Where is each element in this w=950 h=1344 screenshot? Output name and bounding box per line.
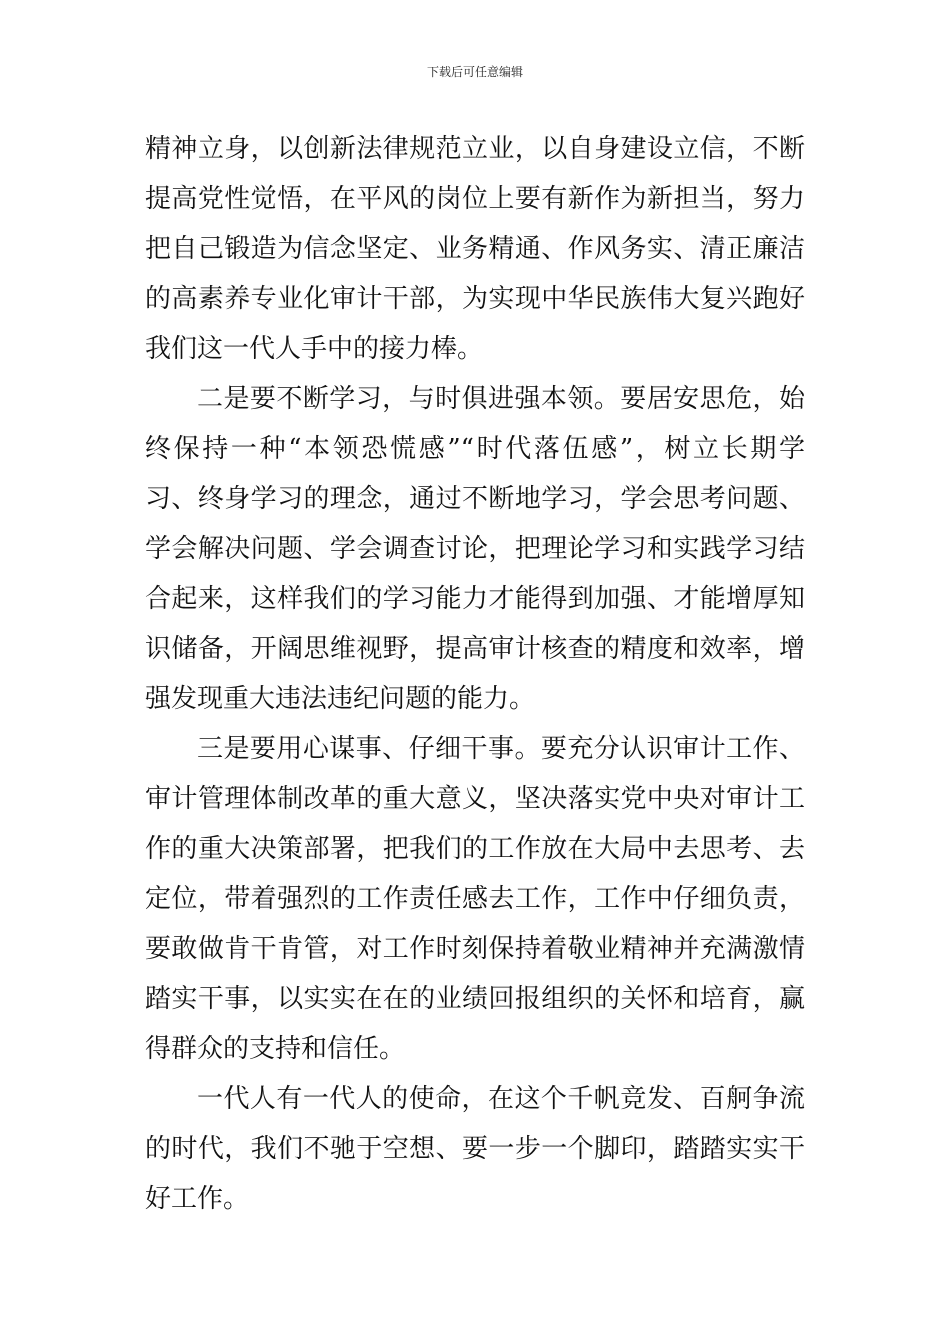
text-line: 强发现重大违法违纪问题的能力。 <box>145 684 536 714</box>
text-line: 学会解决问题、学会调查讨论，把理论学习和实践学习结 <box>145 534 805 564</box>
text-line: 提高党性觉悟，在平风的岗位上要有新作为新担当，努力 <box>145 184 805 214</box>
text-line: 合起来，这样我们的学习能力才能得到加强、才能增厚知 <box>145 584 805 614</box>
text-line: 要敢做肯干肯管，对工作时刻保持着敬业精神并充满激情 <box>145 934 805 964</box>
paragraph-4 <box>145 1074 805 1224</box>
text-line: 审计管理体制改革的重大意义，坚决落实党中央对审计工 <box>145 784 805 814</box>
paragraph-2 <box>145 374 805 724</box>
page-header-note: 下载后可任意编辑 <box>426 65 523 79</box>
paragraph-1 <box>145 124 805 374</box>
document-body <box>145 124 805 1224</box>
text-line: 得群众的支持和信任。 <box>145 1034 406 1064</box>
paragraph-3 <box>145 724 805 1074</box>
text-line: 终保持一种“本领恐慌感”“时代落伍感”，树立长期学 <box>145 434 805 464</box>
text-line: 好工作。 <box>145 1184 250 1214</box>
text-line: 踏实干事，以实实在在的业绩回报组织的关怀和培育，赢 <box>145 984 805 1014</box>
text-line: 精神立身，以创新法律规范立业，以自身建设立信，不断 <box>145 134 805 164</box>
text-line: 作的重大决策部署，把我们的工作放在大局中去思考、去 <box>145 834 805 864</box>
text-line: 我们这一代人手中的接力棒。 <box>145 334 484 364</box>
text-line: 的时代，我们不驰于空想、要一步一个脚印，踏踏实实干 <box>145 1134 805 1164</box>
text-line: 一代人有一代人的使命，在这个千帆竞发、百舸争流 <box>197 1084 805 1114</box>
text-line: 三是要用心谋事、仔细干事。要充分认识审计工作、 <box>197 734 805 764</box>
text-line: 的高素养专业化审计干部，为实现中华民族伟大复兴跑好 <box>145 284 805 314</box>
text-line: 习、终身学习的理念，通过不断地学习，学会思考问题、 <box>145 484 805 514</box>
text-line: 定位，带着强烈的工作责任感去工作，工作中仔细负责， <box>145 884 805 914</box>
text-line: 识储备，开阔思维视野，提高审计核查的精度和效率，增 <box>145 634 805 664</box>
text-line: 二是要不断学习，与时俱进强本领。要居安思危，始 <box>197 384 805 414</box>
text-line: 把自己锻造为信念坚定、业务精通、作风务实、清正廉洁 <box>145 234 805 264</box>
